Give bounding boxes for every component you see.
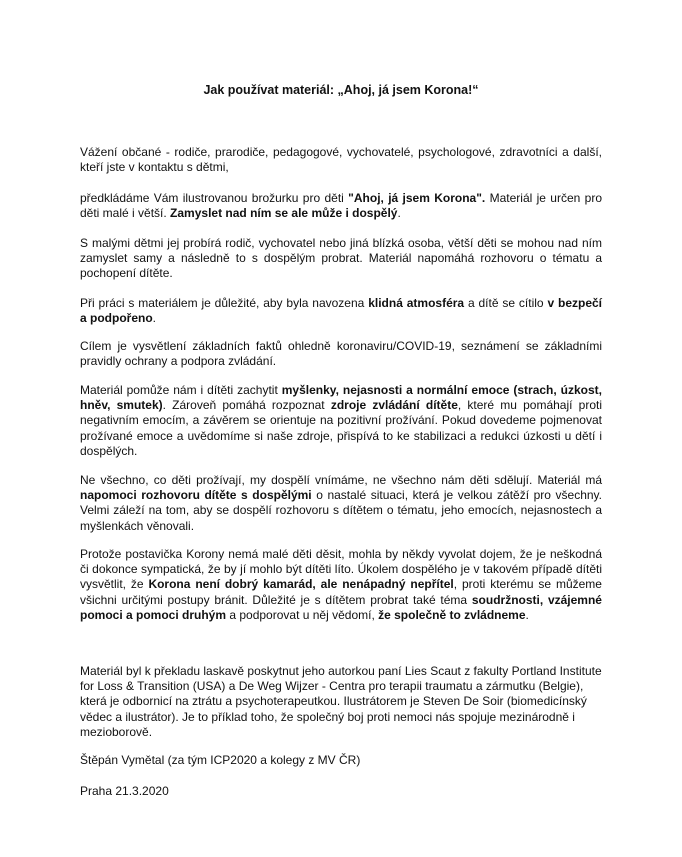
- text: Protože postavička Korony nemá malé děti děsit, mohla by někdy vyvolat dojem, že je neškodná či dokonce sympatická, že by jí mohlo být dítěti líto. Úkolem dospělého je v takovém případě dítěti vysvětlit, že: [80, 547, 602, 592]
- bold-text: "Ahoj, já jsem Korona".: [348, 191, 486, 205]
- paragraph-usage: S malými dětmi jej probírá rodič, vychovatel nebo jiná blízká osoba, větší děti se mohou nad ním zamyslet samy a následně to s dospělým probrat. Materiál napomáhá rozhovoru o tématu a pochopení dítěte.: [80, 236, 602, 281]
- text: a podporovat u něj vědomí,: [226, 607, 379, 622]
- paragraph-goal: Cílem je vysvětlení základních faktů ohledně koronaviru/COVID-19, seznámení se základními pravidly ochrany a podpora zvládání.: [80, 339, 602, 369]
- text: Ne všechno, co děti prožívají, my dospělí vnímáme, ne všechno nám děti sdělují. Materiál má: [80, 473, 602, 487]
- text: předkládáme Vám ilustrovanou brožurku pro děti: [80, 191, 349, 205]
- paragraph-credits: Materiál byl k překladu laskavě poskytnut jeho autorkou paní Lies Scaut z fakulty Portland Institute for Loss & Transition (USA) a De Weg Wijzer - Centra pro terapii traumatu a zármutku (Belgie), která je odbornicí na ztrátu a psychoterapeutkou. Ilustrátorem je Steven De Soir (biomedicínský vědec a ilustrátor). Je to příklad toho, že společný boj proti nemoci nás spojuje mezinárodně i mezioborově.: [80, 664, 602, 739]
- bold-text: klidná atmosféra: [368, 296, 465, 310]
- text: .: [397, 206, 401, 221]
- paragraph-conversation: [80, 473, 602, 534]
- bold-text: myšlenky, nejasnosti a normální emoce (strach, úzkost, hněv, smutek): [80, 383, 602, 413]
- text: .: [525, 607, 529, 622]
- text: , proti kterému se můžeme všichni určitými postupy bránit. Důležité je s dítětem probrat také téma: [80, 577, 602, 607]
- bold-text: Zamyslet nad ním se ale může i dospělý: [170, 206, 398, 221]
- bold-text: napomoci rozhovoru dítěte s dospělými: [80, 488, 312, 503]
- bold-text: zdroje zvládání dítěte: [330, 398, 458, 413]
- paragraph-atmosphere: [80, 296, 602, 326]
- text: . Zároveň pomáhá rozpoznat: [162, 398, 331, 413]
- paragraph-emotions: [80, 383, 602, 459]
- bold-text: v bezpečí a podpořeno: [80, 296, 603, 326]
- bold-text: Korona není dobrý kamarád, ale nenápadný nepřítel: [148, 577, 454, 592]
- text: Materiál pomůže nám i dítěti zachytit: [80, 383, 282, 397]
- bold-text: že společně to zvládneme: [378, 607, 526, 622]
- text: , které mu pomáhají proti negativním emocím, a závěrem se orientuje na pozitivní prožívání. Pokud dovedeme pojmenovat prožívané emoce a uvědomíme si naše zdroje, přispívá to ke stabilizaci a redukci úzkosti u dětí i dospělých.: [80, 398, 602, 458]
- text: Materiál je určen pro děti malé i větší.: [80, 191, 603, 221]
- paragraph-intro: [80, 191, 602, 221]
- place-date: Praha 21.3.2020: [80, 784, 169, 798]
- paragraph-greeting: Vážení občané - rodiče, prarodiče, pedagogové, vychovatelé, psychologové, zdravotníci a další, kteří jste v kontaktu s dětmi,: [80, 145, 602, 175]
- text: .: [152, 311, 157, 326]
- text: a dítě se cítilo: [464, 296, 548, 310]
- paragraph-korona-character: [80, 547, 602, 623]
- document-title: Jak používat materiál: „Ahoj, já jsem Korona!“: [203, 83, 479, 97]
- signature: Štěpán Vymětal (za tým ICP2020 a kolegy z MV ČR): [80, 753, 361, 767]
- bold-text: soudržnosti, vzájemné pomoci a pomoci druhým: [80, 592, 602, 622]
- text: Při práci s materiálem je důležité, aby byla navozena: [80, 296, 369, 310]
- text: o nastalé situaci, která je velkou zátěží pro všechny. Velmi záleží na tom, aby se dospělí rozhovoru s dítětem o tématu, jeho emocích, nejasnostech a myšlenkách věnovali.: [80, 488, 602, 533]
